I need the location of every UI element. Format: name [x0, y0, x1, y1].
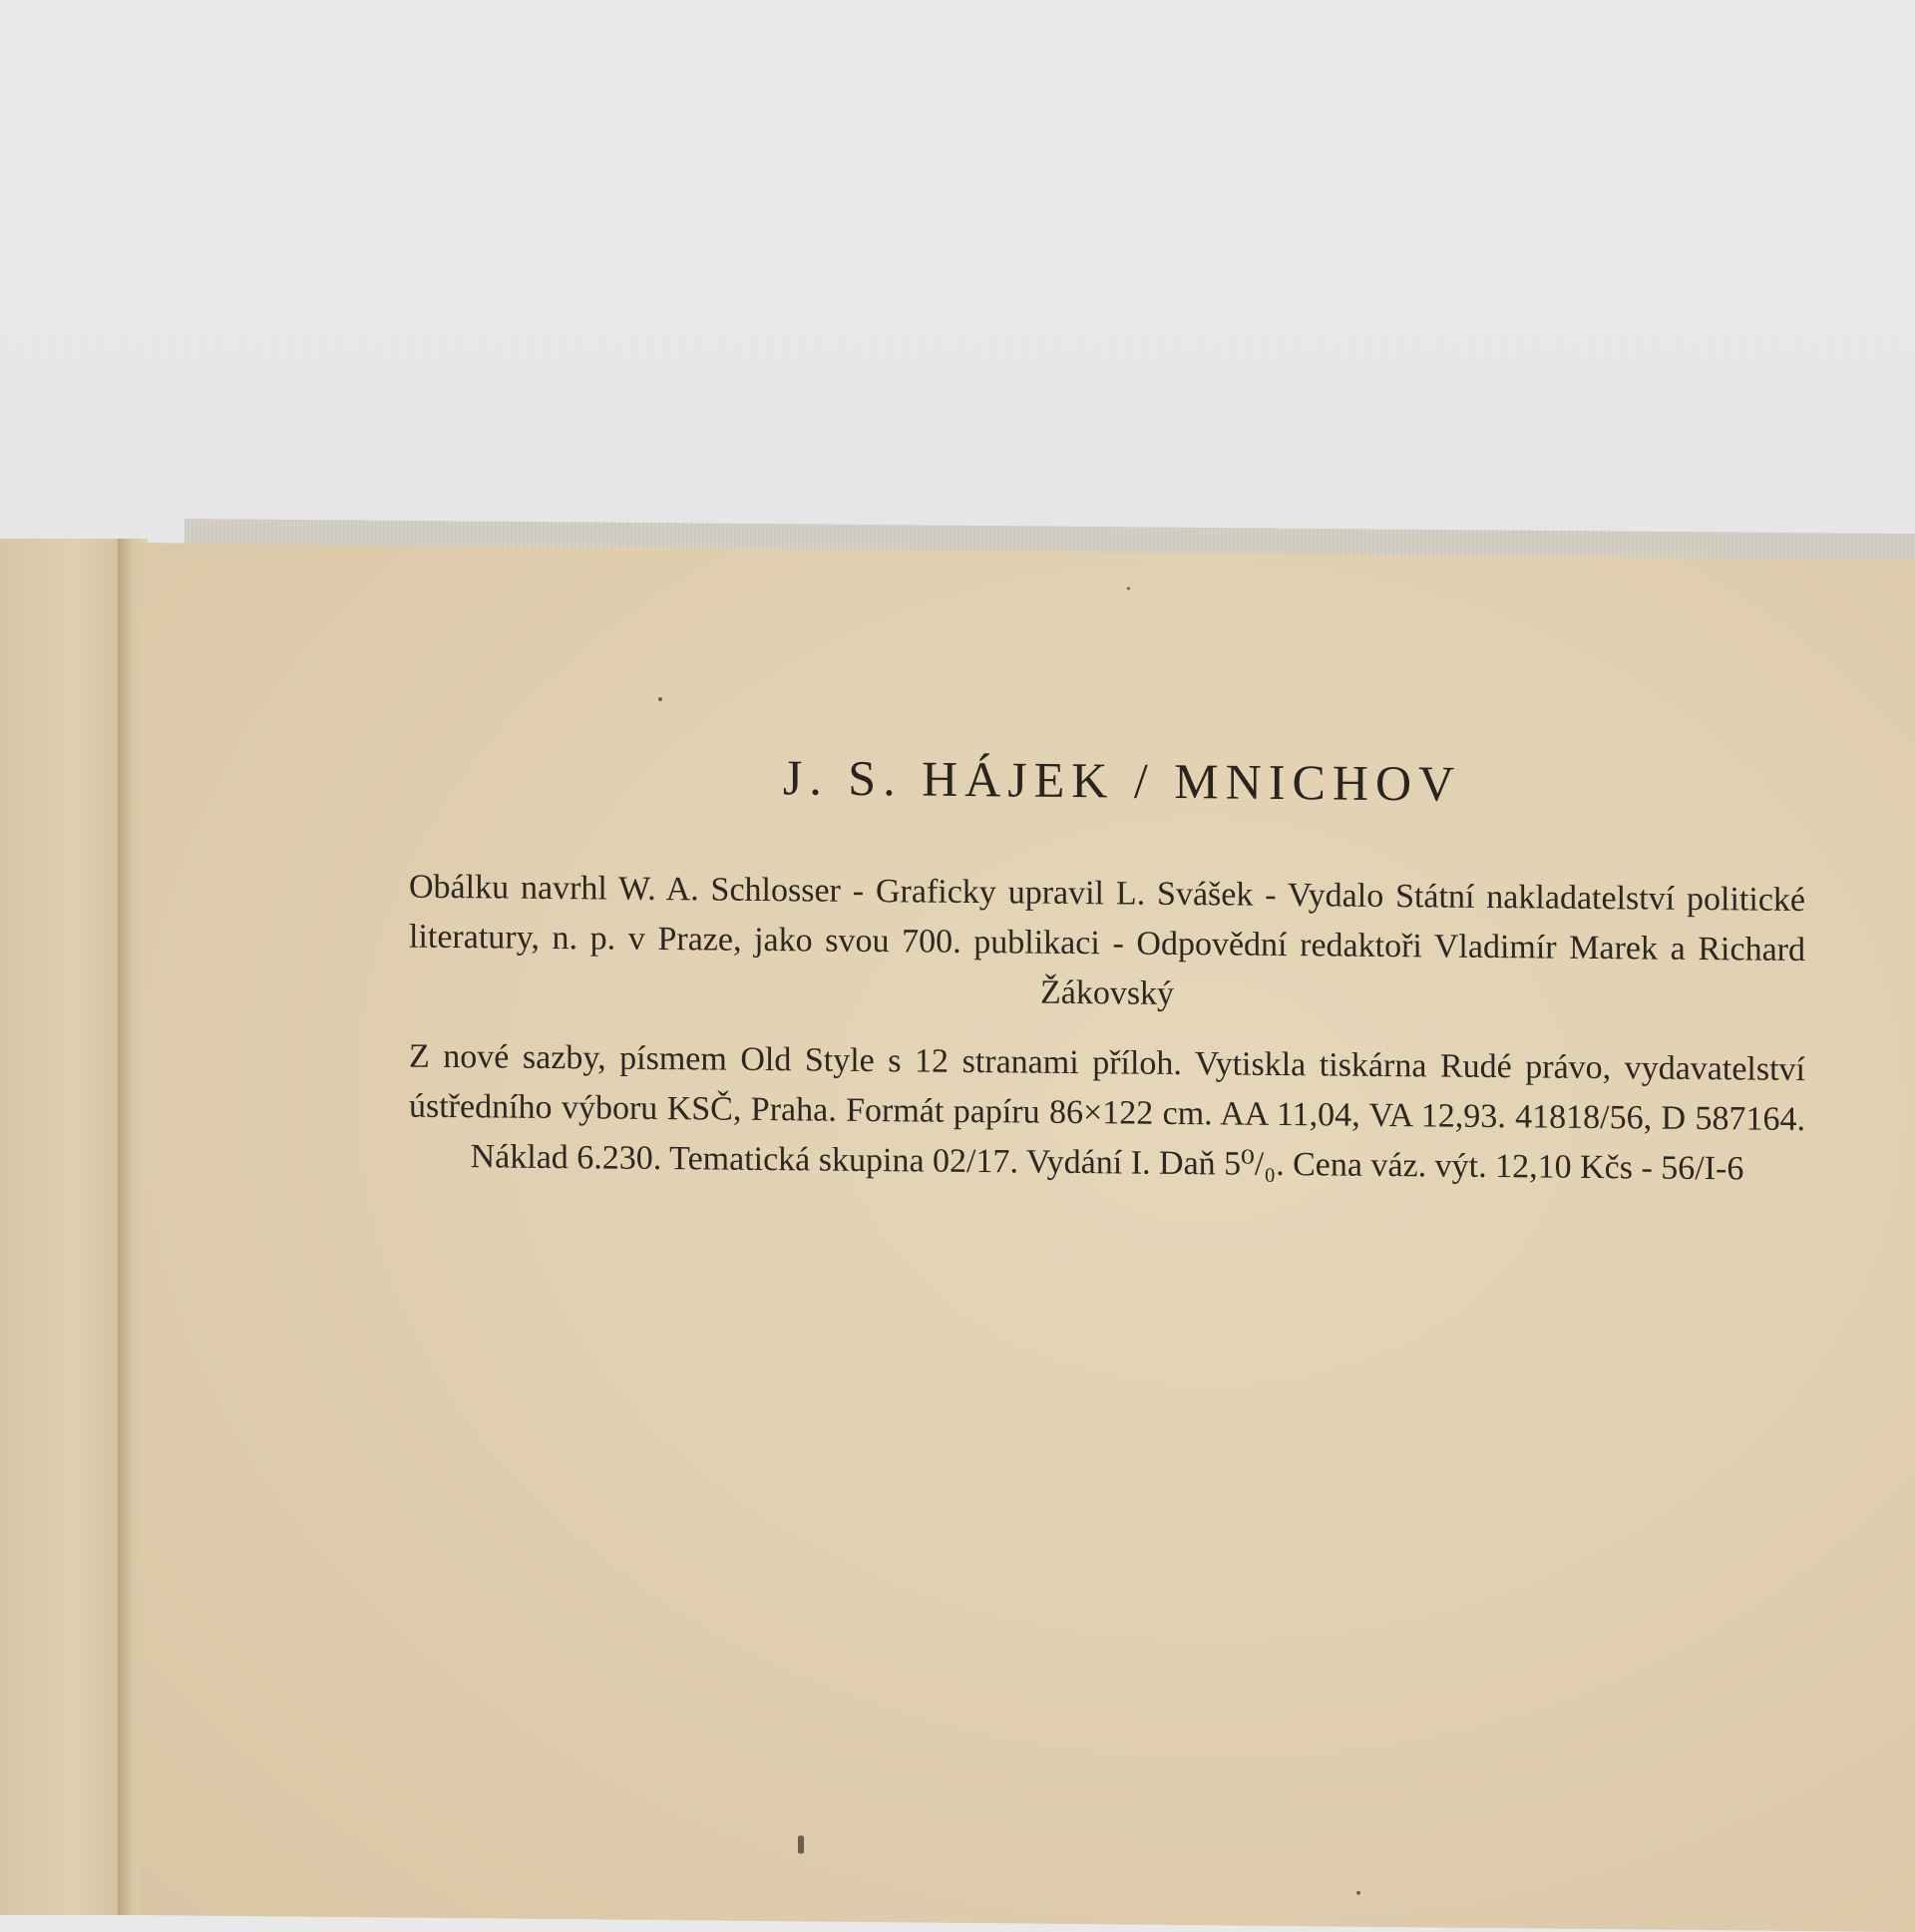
- title-verso-page: [140, 543, 1915, 1932]
- colophon-printing: Z nové sazby, písmem Old Style s 12 stranami příloh. Vytiskla tiskárna Rudé právo, vydavatelství ústředního výboru KSČ, Praha. Formát papíru 86×122 cm. AA 11,04, VA 12,93. 41818/56, D 587164. Náklad 6.230. Tematická skupina 02/17. Vydání I. Daň 5⁰/₀. Cena váz. výt. 12,10 Kčs - 56/I-6: [409, 1037, 1805, 1188]
- paper-speck: [798, 1835, 804, 1853]
- paper-speck: [1127, 587, 1130, 590]
- paper-speck: [658, 697, 662, 701]
- page-text-block: [409, 745, 1805, 1215]
- paper-speck: [1356, 1891, 1360, 1895]
- open-book: [0, 519, 1915, 1915]
- colophon-credits: Obálku navrhl W. A. Schlosser - Graficky upravil L. Svášek - Vydalo Státní nakladatelství politické literatury, n. p. v Praze, jako svou 700. publikaci - Odpovědní redaktoři Vladimír Marek a Richard Žákovský: [409, 868, 1805, 1012]
- left-page-edge: [0, 539, 127, 1915]
- book-title: J. S. HÁJEK / MNICHOV: [782, 749, 1462, 812]
